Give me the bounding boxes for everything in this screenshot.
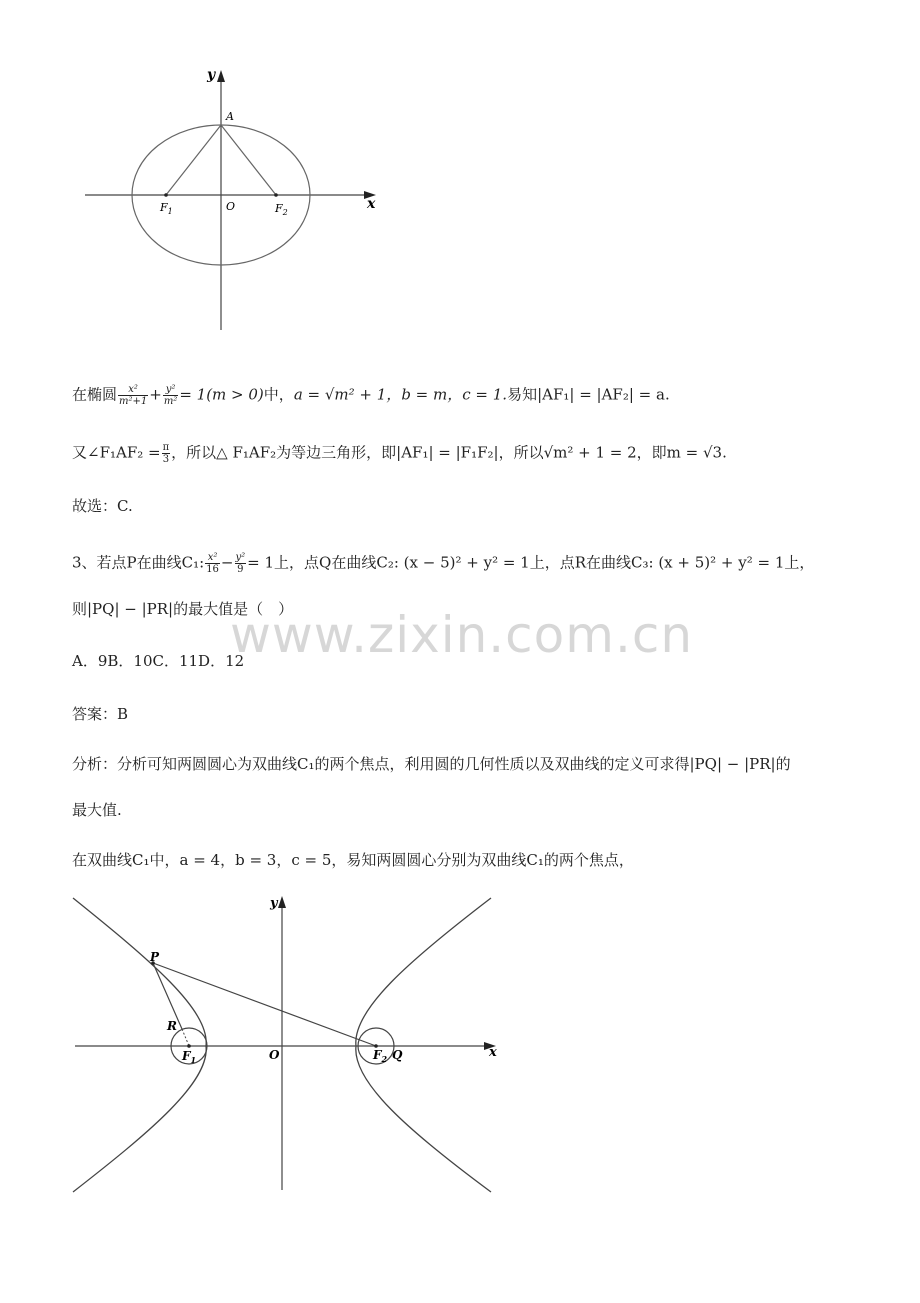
fraction-pi-3: $\frac{\pi}{3}$ — [162, 442, 170, 465]
ellipse-figure — [80, 60, 390, 340]
question-3-line-2: 则|PQ| − |PR|的最大值是（ ） — [72, 600, 294, 618]
ellipse-statement — [72, 384, 670, 407]
watermark-text: www.zixin.com.cn — [230, 606, 694, 664]
hyperbola-figure — [60, 890, 510, 1200]
choice-statement: 故选：C. — [72, 497, 133, 515]
question-3-line-1 — [72, 552, 814, 575]
label-f2: $F_2$ — [275, 202, 288, 217]
angle-prefix: 又∠F₁AF₂ = — [72, 443, 161, 462]
point-f1-dot — [164, 193, 168, 197]
text-mid: 中， — [263, 385, 294, 404]
label-a: A — [226, 110, 234, 123]
analysis-line-1: 分析：分析可知两圆圆心为双曲线C₁的两个焦点，利用圆的几何性质以及双曲线的定义可求得|PQ| − |PR|的 — [72, 755, 791, 773]
label-q: Q — [392, 1048, 403, 1062]
hyperbola-left-branch — [73, 898, 206, 1192]
analysis-line-2: 最大值. — [72, 801, 122, 819]
point-f1-dot — [187, 1044, 191, 1048]
label-f1: $F_1$ — [182, 1049, 197, 1065]
label-o: O — [269, 1048, 280, 1062]
point-f2-dot — [274, 193, 278, 197]
y-axis-arrow — [278, 896, 286, 908]
text-prefix: 在椭圆 — [72, 385, 118, 404]
label-f1: $F_1$ — [160, 201, 173, 216]
label-y: y — [270, 896, 278, 911]
label-y: y — [207, 67, 216, 83]
fraction-x: $\frac{\text{x²}}{\text{m²+1}}$ — [119, 384, 148, 407]
label-x: x — [489, 1045, 497, 1060]
minus-sign: − — [220, 553, 234, 572]
question-curves: = 1上，点Q在曲线C₂: (x − 5)² + y² = 1上，点R在曲线C₃: (x + 5)² + y² = 1上， — [247, 553, 815, 572]
a-equation: a = √m² + 1， — [293, 385, 402, 404]
equilateral-text: ，所以△ F₁AF₂为等边三角形，即|AF₁| = |F₁F₂|，所以√m² + 1 = 2，即m = √3. — [171, 443, 727, 462]
fraction-x2-16: $\frac{\text{x²}}{16}$ — [206, 552, 219, 575]
label-f2: $F_2$ — [373, 1048, 388, 1064]
fraction-y2-9: $\frac{\text{y²}}{9}$ — [235, 552, 246, 575]
segment-pq — [153, 963, 376, 1046]
plus-sign: + — [149, 385, 162, 404]
equation-tail: = 1(m > 0) — [179, 385, 264, 404]
y-axis-arrow — [217, 70, 225, 82]
answer-text: 答案：B — [72, 705, 129, 723]
equilateral-statement — [72, 442, 727, 465]
label-p: P — [150, 950, 160, 964]
text-end: 易知|AF₁| = |AF₂| = a. — [507, 385, 670, 404]
hyperbola-statement: 在双曲线C₁中，a = 4，b = 3，c = 5，易知两圆圆心分别为双曲线C₁的两个焦点， — [72, 851, 634, 869]
question-prefix: 3、若点P在曲线C₁: — [72, 553, 205, 572]
c-equation: c = 1. — [462, 385, 508, 404]
segment-rf1 — [182, 1029, 189, 1046]
answer-options: A．9B．10C．11D．12 — [72, 652, 245, 670]
label-x: x — [367, 196, 376, 212]
label-o: O — [226, 200, 236, 213]
b-equation: b = m， — [401, 385, 463, 404]
fraction-y: $\frac{\text{y²}}{\text{m²}}$ — [163, 384, 178, 407]
label-r: R — [167, 1019, 177, 1033]
